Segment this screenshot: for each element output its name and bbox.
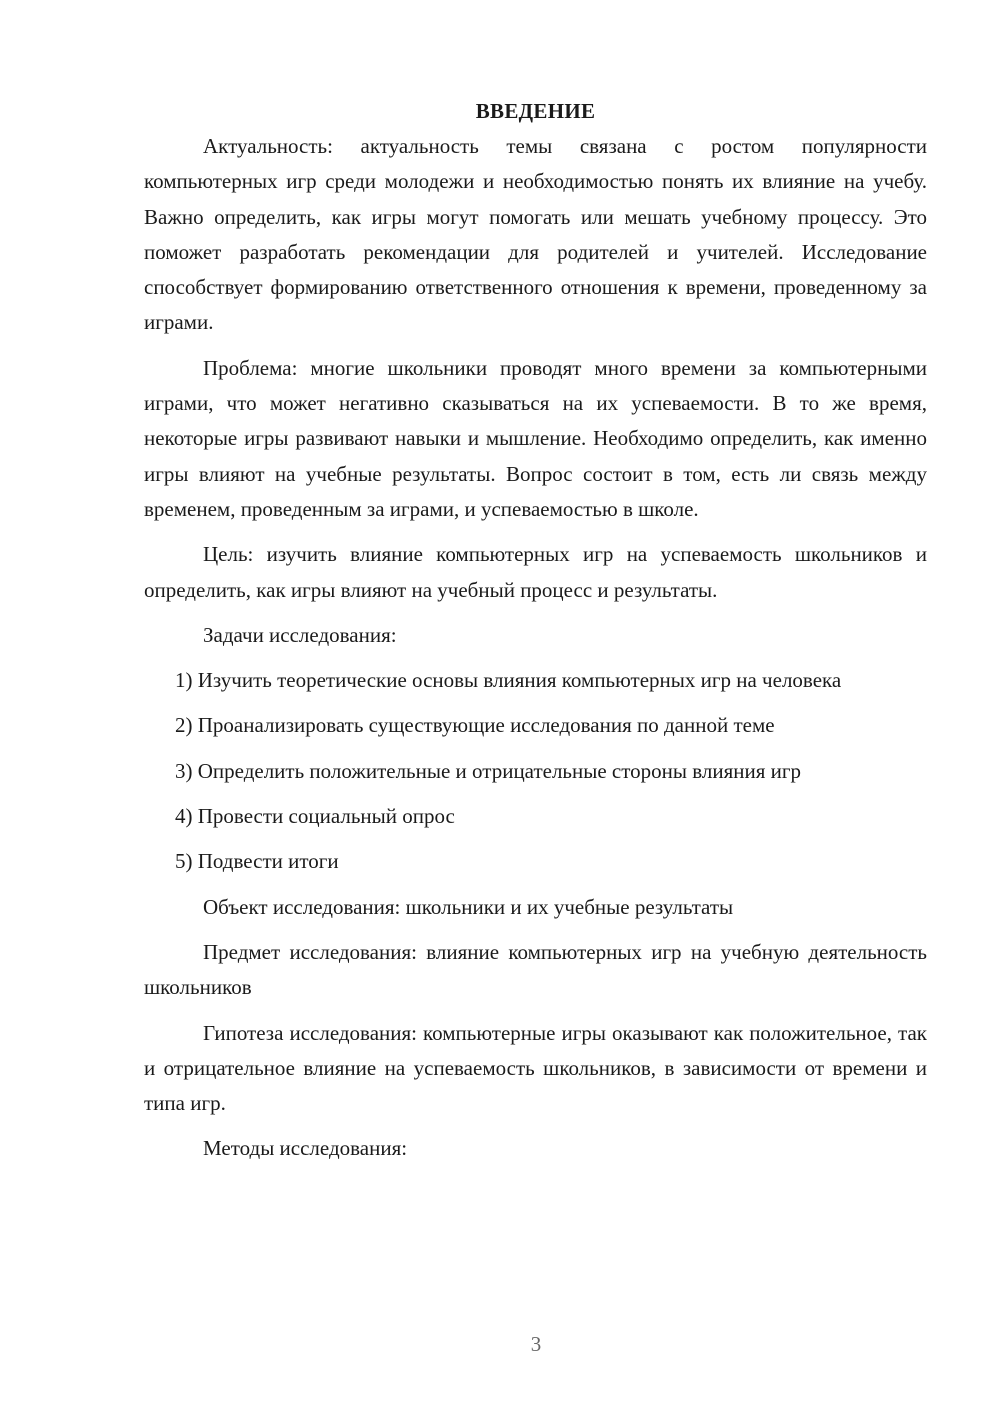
paragraph-relevance: Актуальность: актуальность темы связана с ростом популярности компьютерных игр среди молодежи и необходимостью понять их влияние на учебу. Важно определить, как игры могут помогать или мешать учебному процессу. Это поможет разработать рекомендации для родителей и учителей. Исследование способствует формированию ответственного отношения к времени, проведенному за играми. bbox=[144, 134, 927, 335]
paragraph-hypothesis: Гипотеза исследования: компьютерные игры оказывают как положительное, так и отрицательное влияние на успеваемость школьников, в зависимости от времени и типа игр. bbox=[144, 1020, 927, 1116]
task-item-2: 2) Проанализировать существующие исследования по данной теме bbox=[175, 713, 775, 738]
task-item-4: 4) Провести социальный опрос bbox=[175, 804, 455, 829]
paragraph-problem: Проблема: многие школьники проводят много времени за компьютерными играми, что может негативно сказываться на их успеваемости. В то же время, некоторые игры развивают навыки и мышление. Необходимо определить, как именно игры влияют на учебные результаты. Вопрос состоит в том, есть ли связь между временем, проведенным за играми, и успеваемостью в школе. bbox=[144, 355, 927, 521]
paragraph-goal: Цель: изучить влияние компьютерных игр на успеваемость школьников и определить, как игры влияют на учебный процесс и результаты. bbox=[144, 542, 927, 602]
section-title: ВВЕДЕНИЕ bbox=[475, 99, 596, 123]
methods-heading: Методы исследования: bbox=[203, 1136, 408, 1161]
document-page bbox=[144, 94, 927, 1177]
page-number: 3 bbox=[530, 1332, 542, 1356]
paragraph-subject: Предмет исследования: влияние компьютерных игр на учебную деятельность школьников bbox=[144, 939, 927, 1000]
task-item-1: 1) Изучить теоретические основы влияния компьютерных игр на человека bbox=[175, 668, 842, 693]
task-item-3: 3) Определить положительные и отрицательные стороны влияния игр bbox=[175, 758, 802, 783]
paragraph-object: Объект исследования: школьники и их учебные результаты bbox=[203, 894, 734, 919]
tasks-heading: Задачи исследования: bbox=[203, 622, 397, 647]
task-item-5: 5) Подвести итоги bbox=[175, 849, 339, 874]
